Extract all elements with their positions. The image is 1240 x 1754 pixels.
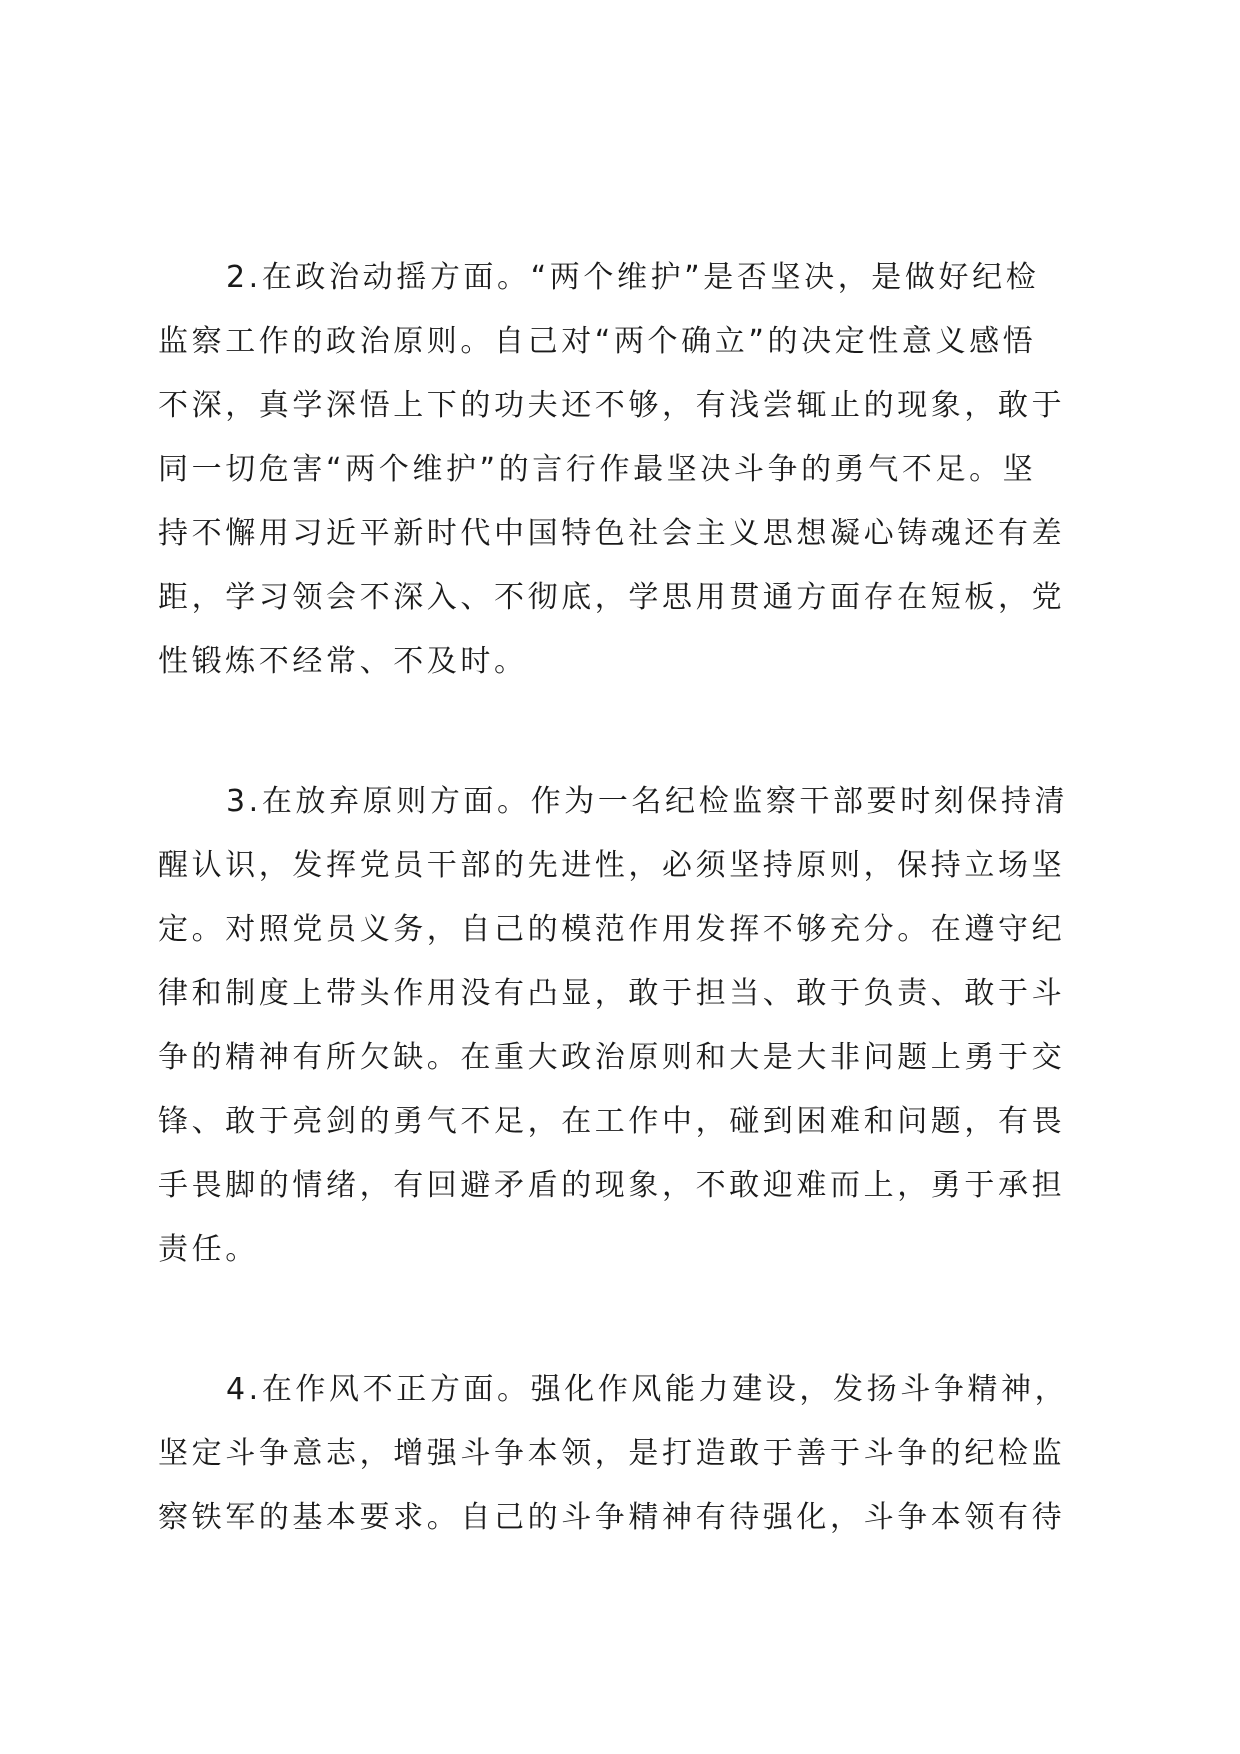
paragraph-line: 争的精神有所欠缺。在重大政治原则和大是大非问题上勇于交 <box>158 1040 1066 1075</box>
paragraph-line: 坚定斗争意志，增强斗争本领，是打造敢于善于斗争的纪检监 <box>158 1436 1066 1471</box>
paragraph-line: 监察工作的政治原则。自己对“两个确立”的决定性意义感悟 <box>158 324 1037 359</box>
paragraph-line: 2.在政治动摇方面。“两个维护”是否坚决，是做好纪检 <box>226 260 1040 295</box>
paragraph-line: 察铁军的基本要求。自己的斗争精神有待强化，斗争本领有待 <box>158 1500 1066 1535</box>
paragraph-line: 锋、敢于亮剑的勇气不足，在工作中，碰到困难和问题，有畏 <box>158 1104 1066 1139</box>
paragraph-line: 同一切危害“两个维护”的言行作最坚决斗争的勇气不足。坚 <box>158 452 1037 487</box>
paragraph-line: 不深，真学深悟上下的功夫还不够，有浅尝辄止的现象，敢于 <box>158 388 1066 423</box>
paragraph-improper-work-style <box>158 1358 1078 1550</box>
paragraph-line: 3.在放弃原则方面。作为一名纪检监察干部要时刻保持清 <box>226 784 1069 819</box>
paragraph-line: 性锻炼不经常、不及时。 <box>158 644 528 679</box>
paragraph-line: 手畏脚的情绪，有回避矛盾的现象，不敢迎难而上，勇于承担 <box>158 1168 1066 1203</box>
paragraph-line: 律和制度上带头作用没有凸显，敢于担当、敢于负责、敢于斗 <box>158 976 1066 1011</box>
paragraph-line: 持不懈用习近平新时代中国特色社会主义思想凝心铸魂还有差 <box>158 516 1066 551</box>
paragraph-line: 定。对照党员义务，自己的模范作用发挥不够充分。在遵守纪 <box>158 912 1066 947</box>
paragraph-line: 醒认识，发挥党员干部的先进性，必须坚持原则，保持立场坚 <box>158 848 1066 883</box>
paragraph-abandoning-principles <box>158 770 1078 1282</box>
paragraph-political-wavering <box>158 246 1078 694</box>
paragraph-line: 责任。 <box>158 1232 259 1267</box>
paragraph-line: 4.在作风不正方面。强化作风能力建设，发扬斗争精神， <box>226 1372 1069 1407</box>
paragraph-line: 距，学习领会不深入、不彻底，学思用贯通方面存在短板，党 <box>158 580 1066 615</box>
